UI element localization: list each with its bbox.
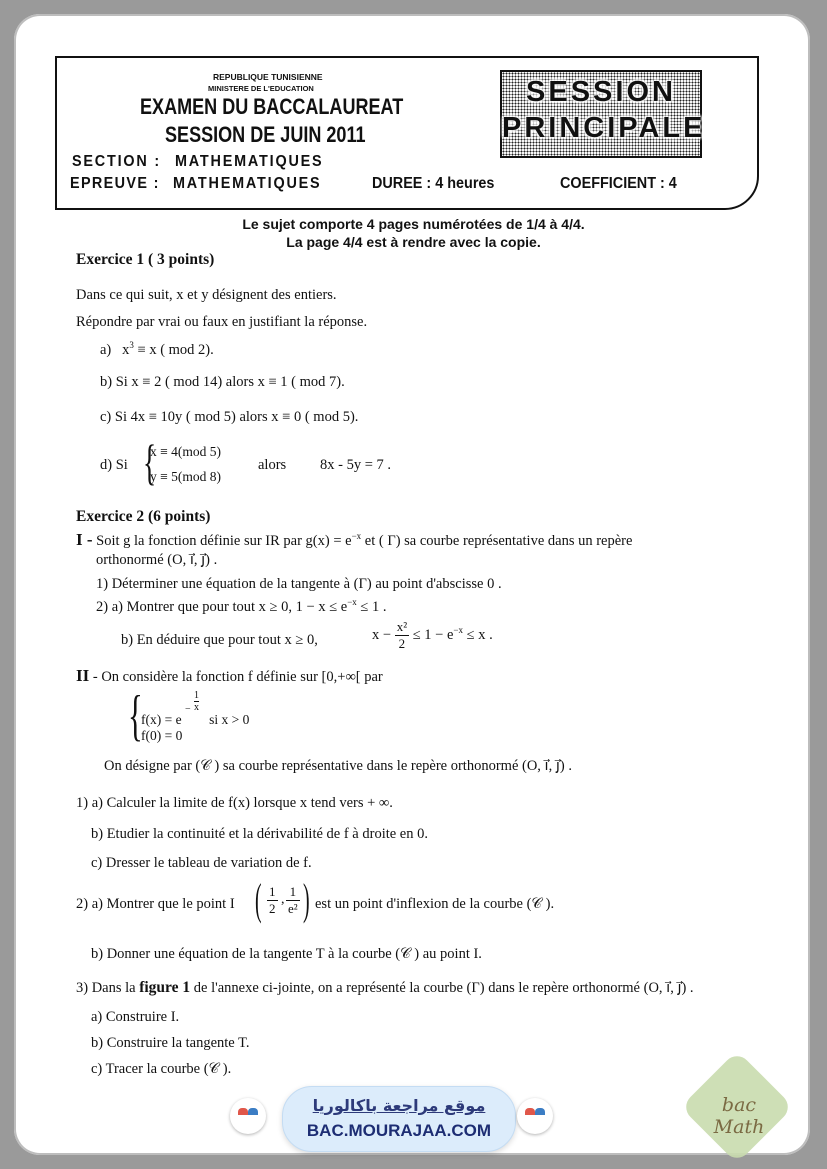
f-definition-0: f(0) = 0 (141, 728, 183, 743)
exercice2-title: Exercice 2 (6 points) (76, 508, 211, 525)
section-value: MATHEMATIQUES (175, 153, 324, 170)
system-eq1: x ≡ 4(mod 5) (150, 444, 221, 459)
session-box-line1: SESSION (526, 76, 676, 108)
exercice2-q1c: c) Dresser le tableau de variation de f. (91, 855, 312, 871)
notice-line1: Le sujet comporte 4 pages numérotées de 1/4 à 4/4. (242, 216, 585, 232)
section-label: SECTION : (72, 153, 162, 170)
exercice2-q2b-tangent: b) Donner une équation de la tangente T à la courbe (𝒞 ) au point I. (91, 946, 482, 962)
epreuve-value: MATHEMATIQUES (173, 175, 322, 192)
epreuve-label: EPREUVE : (70, 175, 160, 192)
system-brace: { (143, 434, 157, 490)
site-arabic-name: موقع مراجعة باكالوريا (312, 1096, 486, 1115)
site-logo-left-icon (230, 1098, 266, 1134)
exercice2-q2a-part2: 2) a) Montrer que le point I (76, 896, 235, 912)
exercice2-designe: On désigne par (𝒞 ) sa courbe représentative dans le repère orthonormé (O, i⃗, j⃗) . (104, 758, 572, 774)
exercice2-part2: II - On considère la fonction f définie sur [0,+∞[ par (76, 666, 383, 685)
system-eq2: y ≡ 5(mod 8) (150, 469, 221, 484)
exercice1-title: Exercice 1 ( 3 points) (76, 251, 215, 268)
notice-line2: La page 4/4 est à rendre avec la copie. (286, 234, 541, 250)
exam-title: EXAMEN DU BACCALAUREAT (140, 94, 404, 119)
exercice2-q2a-inflexion: est un point d'inflexion de la courbe (𝒞 ). (315, 896, 555, 912)
exercice2-q3b: b) Construire la tangente T. (91, 1035, 250, 1051)
exercice1-intro: Dans ce qui suit, x et y désignent des entiers. (76, 287, 337, 303)
exercice2-q3c: c) Tracer la courbe (𝒞 ). (91, 1061, 232, 1077)
exercice2-q1: 1) Déterminer une équation de la tangente à (Γ) au point d'abscisse 0 . (96, 576, 502, 592)
exercice2-q2b-inequality: x − $\frac{\text{x²}}{2}$ ≤ $1 - e^{-x} \le x$ . (372, 619, 493, 651)
exercice1-item-d-label: d) Si (100, 457, 128, 473)
exercice2-q3: 3) Dans la figure 1 de l'annexe ci-jointe, on a représenté la courbe (Γ) dans le repère orthonormé (O, i⃗, j⃗) . (76, 979, 694, 996)
f-definition-x: f(x) = e − $\frac{1}{x}$ si x > 0 (141, 690, 250, 727)
exercice1-item-c: c) Si 4x ≡ 10y ( mod 5) alors x ≡ 0 ( mod 5). (100, 409, 359, 425)
bacmath-logo-text: bac Math (713, 1094, 765, 1138)
session-date: SESSION DE JUIN 2011 (165, 122, 366, 147)
session-principale-box (500, 70, 706, 158)
ministry-label: MINISTERE DE L'EDUCATION (208, 84, 314, 93)
coefficient: COEFFICIENT : 4 (560, 175, 677, 192)
exercice2-part1-line1: I - Soit g la fonction définie sur IR par $g(x) = e^{-x}$ et ( Γ) sa courbe représentative dans un repère (76, 530, 633, 549)
exercice2-q2a: 2) a) Montrer que pour tout x ≥ 0, $1 - x \le e^{-x} \le 1$ . (96, 597, 387, 615)
exercice1-item-a: a) $x^3 \equiv x$ ( mod 2). (100, 340, 214, 358)
exercice2-part1-line2: orthonormé (O, i⃗, j⃗) . (96, 552, 218, 568)
site-logo-right-icon (517, 1098, 553, 1134)
republic-label: REPUBLIQUE TUNISIENNE (213, 72, 323, 82)
duration: DUREE : 4 heures (372, 175, 495, 192)
exercice1-item-b: b) Si x ≡ 2 ( mod 14) alors x ≡ 1 ( mod 7). (100, 374, 345, 390)
exercice1-d-alors: alors (258, 457, 287, 473)
exercice1-instruction: Répondre par vrai ou faux en justifiant la réponse. (76, 314, 368, 330)
definition-brace: { (128, 685, 143, 747)
site-badge[interactable] (282, 1086, 516, 1152)
exercice1-d-equation: 8x - 5y = 7 . (320, 457, 392, 473)
site-url[interactable]: BAC.MOURAJAA.COM (306, 1121, 492, 1140)
exercice2-q1a: 1) a) Calculer la limite de f(x) lorsque x tend vers + ∞. (76, 795, 393, 811)
session-box-line2: PRINCIPALE (502, 112, 706, 144)
exercice2-q2b: b) En déduire que pour tout x ≥ 0, (121, 632, 318, 648)
exercice2-q1b: b) Etudier la continuité et la dérivabilité de f à droite en 0. (91, 826, 428, 842)
exercice2-q3a: a) Construire I. (91, 1009, 180, 1025)
